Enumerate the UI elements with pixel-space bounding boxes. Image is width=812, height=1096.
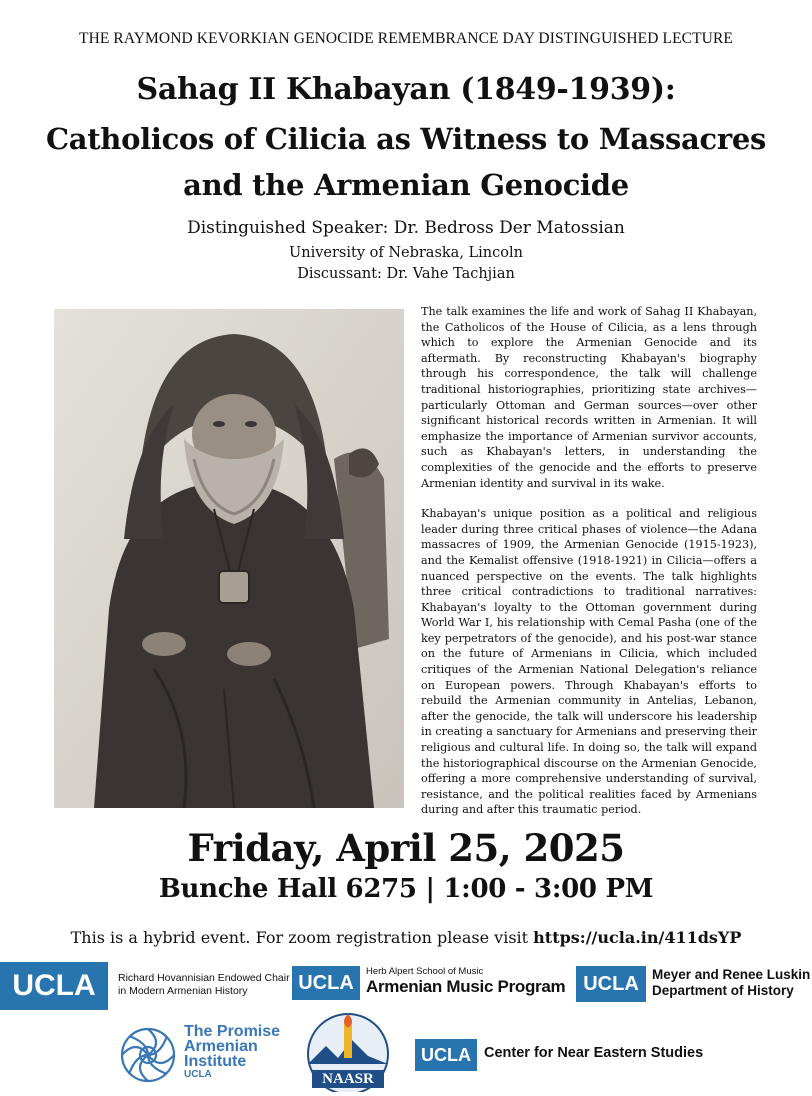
chair-line-1: Richard Hovannisian Endowed Chair bbox=[118, 972, 290, 984]
promise-line-3: Institute bbox=[184, 1053, 247, 1070]
speaker-affiliation: University of Nebraska, Lincoln bbox=[289, 245, 523, 261]
history-line-2: Department of History bbox=[652, 983, 794, 998]
ucla-wordmark: UCLA bbox=[415, 1039, 477, 1071]
cnes-text: Center for Near Eastern Studies bbox=[484, 1045, 704, 1061]
ucla-logo-music bbox=[292, 966, 360, 1000]
naasr-wordmark: NAASR bbox=[322, 1071, 374, 1087]
history-line-1: Meyer and Renee Luskin bbox=[652, 967, 811, 982]
music-program-label: Armenian Music Program bbox=[366, 977, 566, 996]
ucla-logo-cnes bbox=[415, 1039, 477, 1071]
music-school-label: Herb Alpert School of Music bbox=[366, 966, 484, 977]
abstract-paragraph-1: The talk examines the life and work of Sahag II Khabayan, the Catholicos of the House of Cilicia, as a lens through which to explore the Armenian Genocide and its aftermath. By reconstructing Khabayan's biography through his correspondence, the talk will challenge traditional historiographies, prioritizing state archives—particularly Ottoman and German sources—over other significant historical records written in Armenian. It will emphasize the importance of Armenian survivor accounts, such as Khabayan's letters, in understanding the complexities of the genocide and the efforts to preserve Armenian identity and survival in its wake. bbox=[421, 305, 757, 490]
hybrid-text: This is a hybrid event. For zoom registration please visit bbox=[70, 928, 529, 947]
ucla-wordmark: UCLA bbox=[576, 966, 646, 1002]
ucla-logo-history bbox=[576, 966, 646, 1002]
speaker-name: Distinguished Speaker: Dr. Bedross Der Matossian bbox=[187, 218, 625, 238]
event-venue-time: Bunche Hall 6275 | 1:00 - 3:00 PM bbox=[158, 874, 654, 904]
naasr-logo bbox=[302, 1012, 394, 1092]
abstract-paragraph-2: Khabayan's unique position as a political and religious leader during three critical phases of violence—the Adana massacres of 1909, the Armenian Genocide (1915-1923), and the Kemalist offensive (1918-1921) in Cilicia—offers a nuanced perspective on the events. The talk highlights three critical contradictions to traditional narratives: Khabayan's loyalty to the Ottoman government during World War I, his relationship with Cemal Pasha (one of the key perpetrators of the genocide), and his post-war stance on the future of Armenians in Cilicia, which included critiques of the Armenian National Delegation's reliance on European powers. Through Khabayan's efforts to rebuild the Armenian community in Antelias, Lebanon, after the genocide, the talk will underscore his leadership in creating a sanctuary for Armenians and preserving their religious and cultural life. In doing so, the talk will expand the historiographical discourse on the Armenian Genocide, offering a more comprehensive understanding of survival, resistance, and the political realities faced by Armenians during and after this traumatic period. bbox=[421, 507, 757, 817]
hybrid-event-notice bbox=[0, 928, 812, 947]
lecture-series-title: THE RAYMOND KEVORKIAN GENOCIDE REMEMBRANCE DAY DISTINGUISHED LECTURE bbox=[79, 30, 733, 47]
lecture-abstract bbox=[421, 304, 757, 833]
registration-link[interactable]: https://ucla.in/411dsYP bbox=[533, 928, 742, 947]
promise-institute-icon bbox=[116, 1023, 180, 1087]
armenian-music-program-text bbox=[366, 966, 565, 997]
discussant-name: Discussant: Dr. Vahe Tachjian bbox=[297, 266, 515, 282]
event-date: Friday, April 25, 2025 bbox=[187, 826, 625, 870]
promise-line-2: Armenian bbox=[184, 1038, 258, 1055]
ucla-wordmark: UCLA bbox=[292, 966, 360, 1000]
lecture-title-line2: Catholicos of Cilicia as Witness to Massacres bbox=[45, 122, 767, 156]
promise-line-1: The Promise bbox=[184, 1023, 281, 1040]
lecture-title-line1: Sahag II Khabayan (1849-1939): bbox=[136, 72, 676, 107]
promise-institute-text bbox=[184, 1024, 280, 1080]
catholicos-portrait-photo bbox=[54, 309, 404, 808]
lecture-title-line3: and the Armenian Genocide bbox=[183, 168, 629, 202]
ucla-logo-chair bbox=[0, 962, 108, 1010]
chair-line-2: in Modern Armenian History bbox=[118, 985, 248, 997]
history-department-text bbox=[652, 967, 810, 999]
promise-ucla: UCLA bbox=[184, 1069, 212, 1080]
ucla-wordmark: UCLA bbox=[0, 962, 108, 1010]
hovannisian-chair-text bbox=[118, 972, 290, 998]
